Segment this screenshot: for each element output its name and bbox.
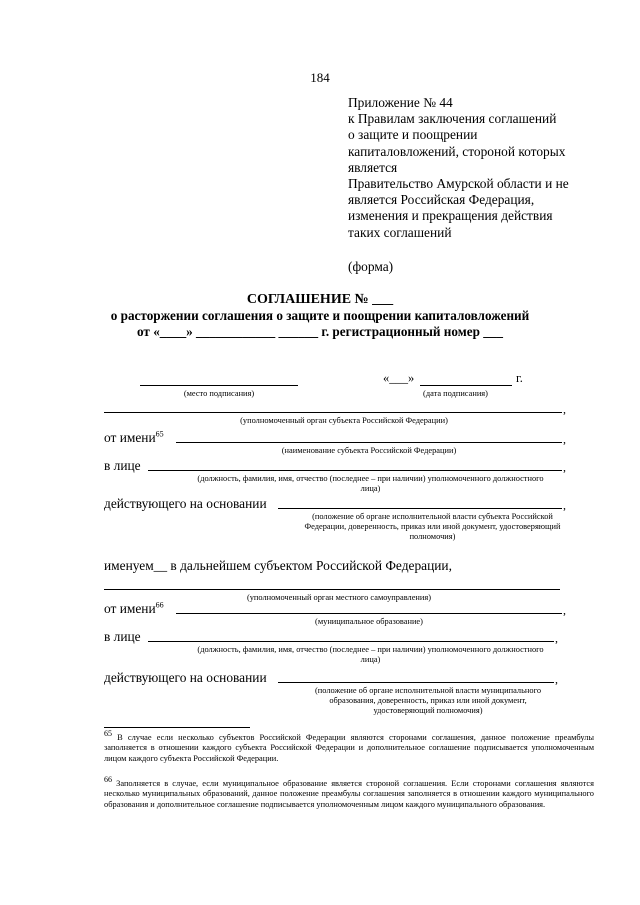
- footnote-65-ref[interactable]: 65: [155, 429, 164, 439]
- subject-name-field[interactable]: [176, 442, 562, 443]
- municipality-field[interactable]: [176, 613, 562, 614]
- caption-line: (должность, фамилия, имя, отчество (последнее – при наличии) уполномоченного должностного: [197, 474, 544, 483]
- footnote-text: Заполняется в случае, если муниципальное образование является стороной соглашения. Если сторонами соглашения являются несколько муниципальных образований, данное положение преамбулы соглашения заполняется в отношении каждого муниципального образования и дополнительное соглашение подписывается уполномоченным лицом каждого муниципального образования.: [104, 779, 594, 809]
- municipal-official-caption: [148, 645, 593, 665]
- appendix-line: является Российская Федерация,: [348, 192, 535, 208]
- appendix-line: изменения и прекращения действия: [348, 208, 553, 224]
- local-body-field[interactable]: [104, 589, 560, 590]
- caption-line: (положение об органе исполнительной власти субъекта Российской: [312, 512, 553, 521]
- caption-line: Федерации, доверенность, приказ или иной документ, удостоверяющий: [304, 522, 561, 531]
- caption-line: (должность, фамилия, имя, отчество (последнее – при наличии) уполномоченного должностного: [197, 645, 544, 654]
- municipality-caption: (муниципальное образование): [315, 617, 423, 626]
- named-label: именуем__ в дальнейшем субъектом Российской Федерации,: [104, 558, 452, 573]
- comma: ,: [563, 498, 566, 512]
- footnote-text: В случае если несколько субъектов Российской Федерации являются сторонами соглашения, данное положение преамбулы заполняется в отношении каждого субъекта Российской Федерации и дополнительное соглашение подписывается уполномоченным лицом каждого субъекта Российской Федерации.: [104, 733, 594, 763]
- municipal-basis-field[interactable]: [278, 682, 554, 683]
- caption-line: лица): [360, 655, 381, 664]
- appendix-line: о защите и поощрении: [348, 127, 478, 143]
- on-behalf-text: от имени: [104, 430, 156, 445]
- footnote-66: [104, 775, 594, 810]
- footnote-mark: 65: [104, 729, 112, 739]
- person-label-municipality: в лице: [104, 629, 141, 644]
- comma: ,: [563, 460, 566, 474]
- local-body-caption: (уполномоченный орган местного самоуправления): [246, 593, 432, 602]
- caption-line: (положение об органе исполнительной власти муниципального: [314, 686, 542, 695]
- comma: ,: [563, 402, 566, 416]
- appendix-line: Правительство Амурской области и не: [348, 176, 569, 192]
- footnote-separator: [104, 727, 250, 728]
- comma: ,: [555, 672, 558, 686]
- basis-label-municipality: действующего на основании: [104, 670, 267, 685]
- document-subtitle: о расторжении соглашения о защите и поощрении капиталовложений: [110, 308, 530, 323]
- place-field[interactable]: [140, 385, 298, 386]
- page-number: 184: [310, 70, 330, 85]
- appendix-line: к Правилам заключения соглашений: [348, 111, 557, 127]
- footnote-65: [104, 729, 594, 764]
- subject-body-field[interactable]: [104, 412, 562, 413]
- subject-body-caption: (уполномоченный орган субъекта Российской Федерации): [240, 416, 448, 425]
- caption-line: лица): [360, 484, 381, 493]
- appendix-line: капиталовложений, стороной которых: [348, 143, 566, 159]
- comma: ,: [563, 432, 566, 446]
- official-caption: [148, 474, 593, 494]
- appendix-header: [348, 95, 598, 241]
- date-year-suffix: г.: [516, 371, 523, 385]
- caption-line: полномочия): [409, 532, 456, 541]
- appendix-line: таких соглашений: [348, 224, 452, 240]
- date-day-prefix: «___»: [383, 371, 415, 385]
- comma: ,: [555, 631, 558, 645]
- caption-line: удостоверяющий полномочия): [373, 706, 483, 715]
- form-label: (форма): [348, 259, 394, 274]
- municipal-basis-caption: [278, 686, 578, 716]
- footnote-66-ref[interactable]: 66: [155, 600, 164, 610]
- on-behalf-text: от имени: [104, 601, 156, 616]
- date-field[interactable]: [420, 385, 512, 386]
- comma: ,: [563, 603, 566, 617]
- basis-caption: [270, 512, 595, 542]
- document-title: СОГЛАШЕНИЕ № ___: [246, 292, 394, 307]
- basis-label: действующего на основании: [104, 496, 267, 511]
- official-field[interactable]: [148, 470, 562, 471]
- subject-name-caption: (наименование субъекта Российской Федерации): [281, 446, 457, 455]
- document-date-line: от «____» ____________ ______ г. регистрационный номер ___: [137, 324, 503, 339]
- on-behalf-label-municipality: [104, 601, 164, 617]
- date-caption: (дата подписания): [423, 389, 488, 398]
- footnote-mark: 66: [104, 775, 112, 785]
- basis-field[interactable]: [278, 508, 562, 509]
- caption-line: образования, доверенность, приказ или иной документ,: [329, 696, 527, 705]
- appendix-line: является: [348, 159, 398, 175]
- municipal-official-field[interactable]: [148, 641, 554, 642]
- place-caption: (место подписания): [183, 389, 255, 398]
- on-behalf-label: [104, 430, 164, 446]
- appendix-line: Приложение № 44: [348, 95, 453, 110]
- person-label: в лице: [104, 458, 141, 473]
